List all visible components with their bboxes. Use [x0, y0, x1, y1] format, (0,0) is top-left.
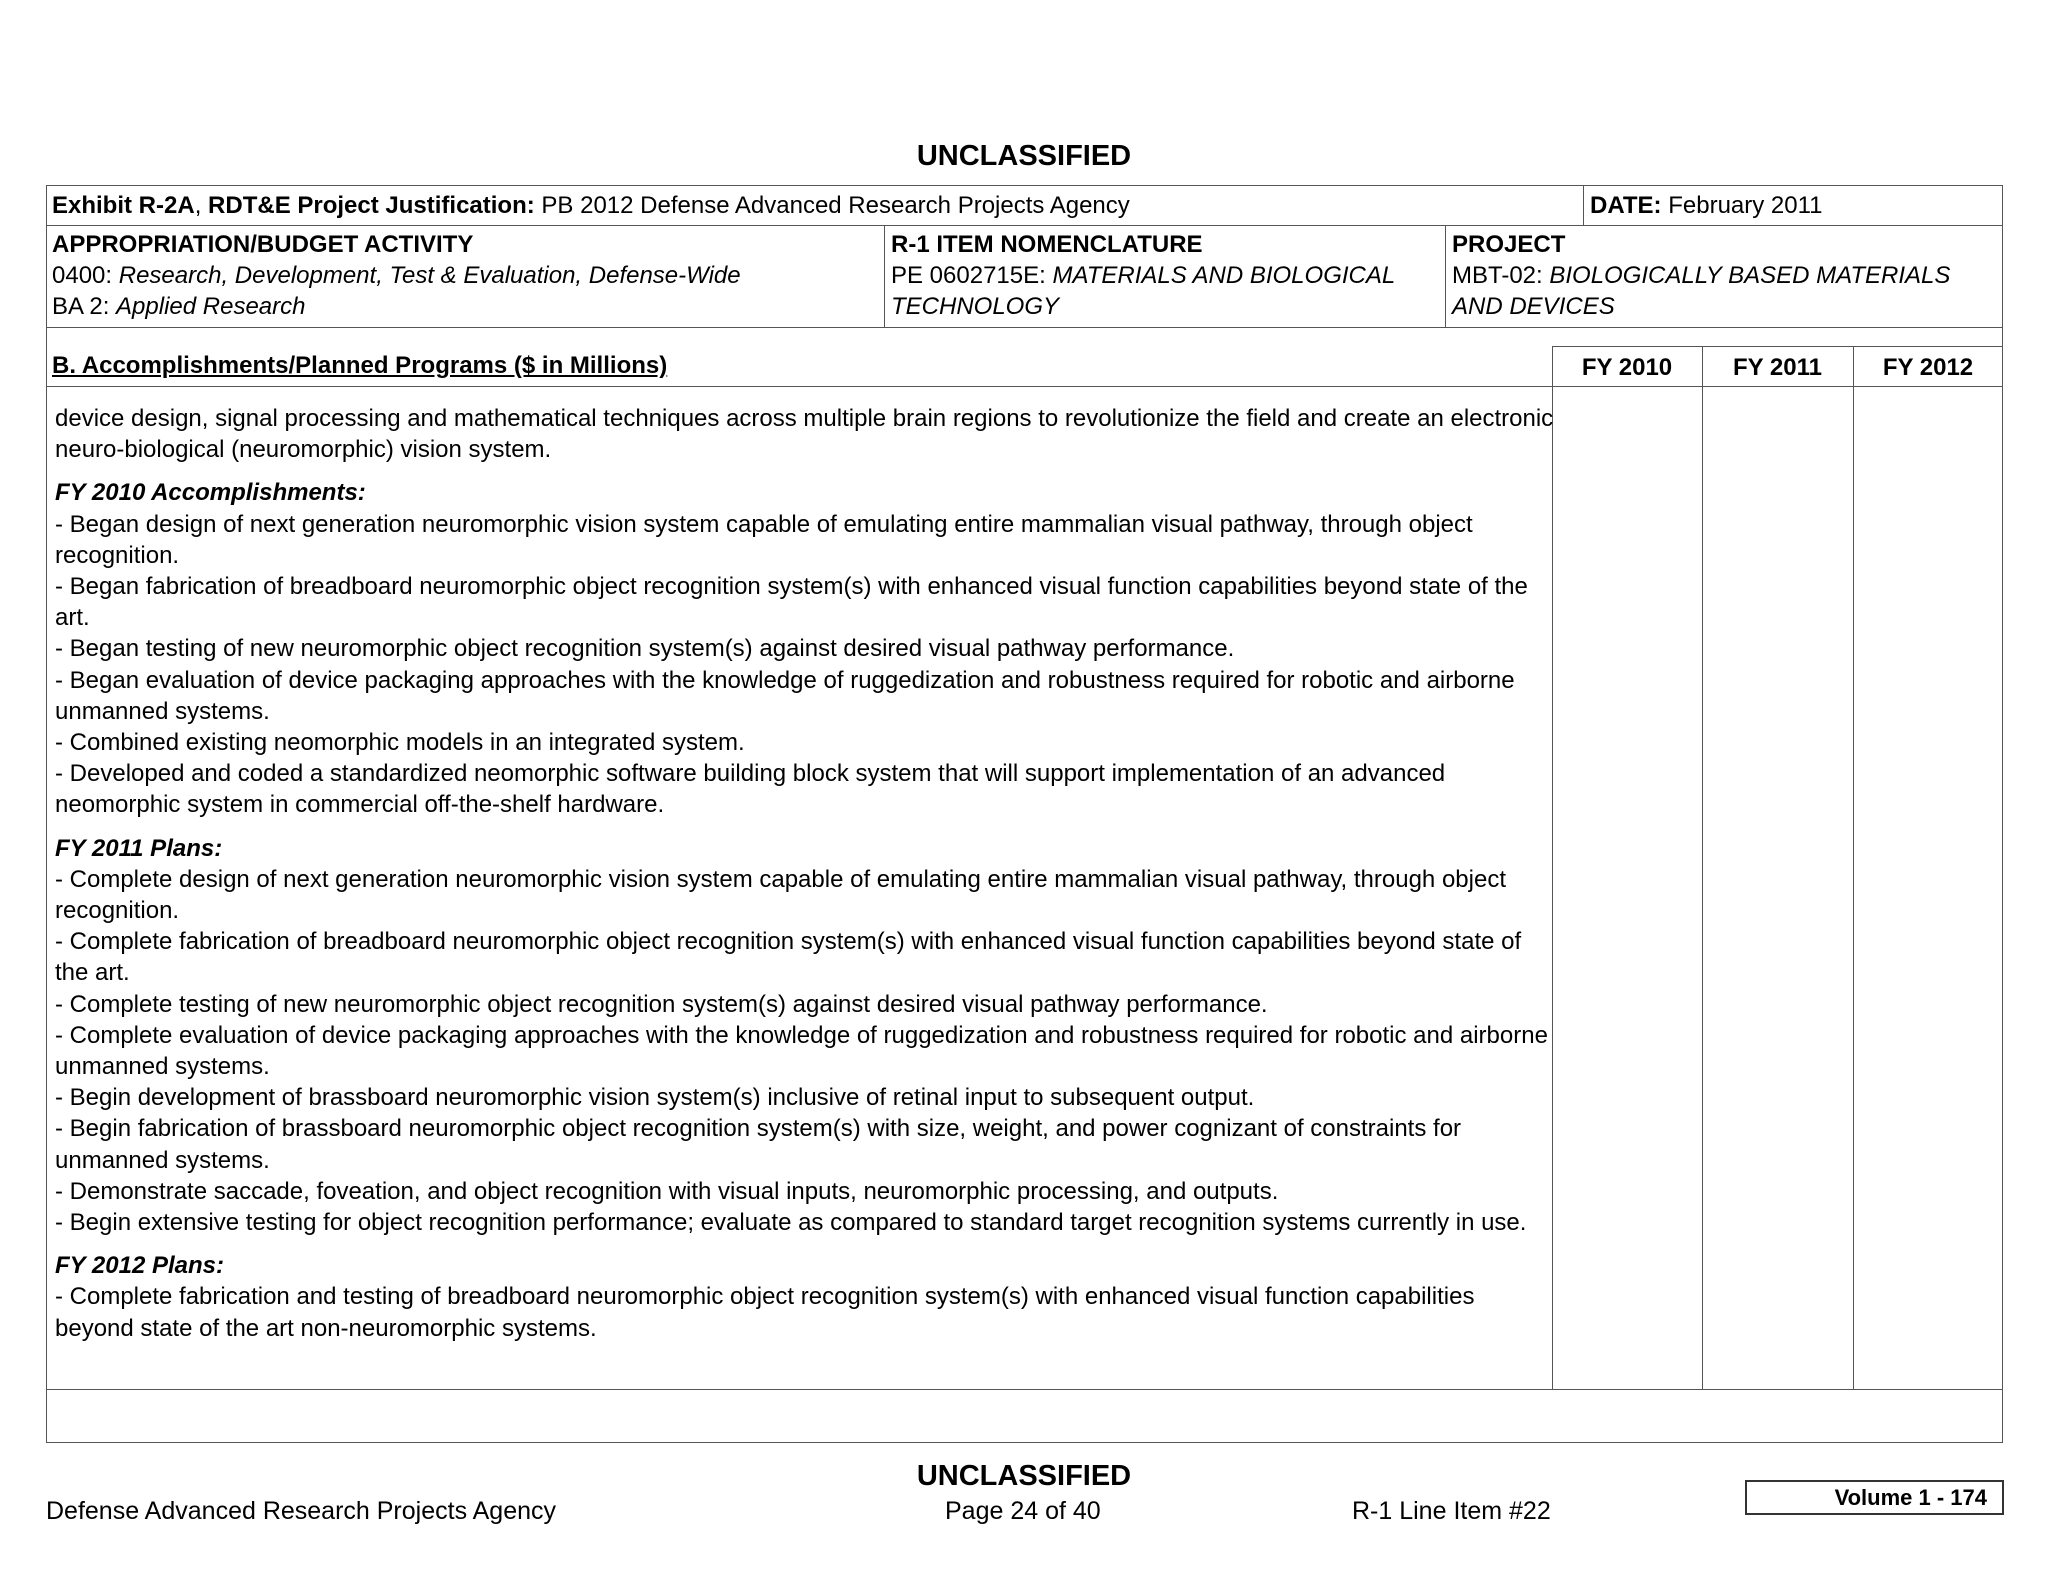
r1-item-code: PE 0602715E:: [891, 262, 1053, 289]
project-text: BIOLOGICALLY BASED MATERIALS: [1549, 262, 1951, 289]
footer-line-item: R-1 Line Item #22: [1352, 1497, 1551, 1525]
date-label: DATE:: [1590, 192, 1662, 219]
accomplishments-body: [55, 403, 1555, 1344]
appropriation-code: 0400:: [52, 262, 119, 289]
divider: [1445, 225, 1446, 327]
section-title: B. Accomplishments/Planned Programs ($ in Millions): [52, 352, 668, 379]
list-item: - Begin extensive testing for object recognition performance; evaluate as compared to standard target recognition systems currently in use.: [55, 1209, 1527, 1237]
list-item: - Begin fabrication of brassboard neuromorphic object recognition system(s) with size, weight, and power cognizant of constraints for unmanned systems.: [55, 1115, 1462, 1174]
appropriation-text: Research, Development, Test & Evaluation, Defense-Wide: [118, 262, 741, 289]
column-header-fy2010: FY 2010: [1581, 354, 1673, 381]
justification-value: PB 2012 Defense Advanced Research Projects Agency: [534, 192, 1130, 219]
divider: [1552, 346, 2003, 347]
intro-paragraph: device design, signal processing and mathematical techniques across multiple brain regions to revolutionize the field and create an electronic neuro-biological (neuromorphic) vision system.: [55, 405, 1554, 464]
classification-top: UNCLASSIFIED: [916, 140, 1132, 172]
r1-item-label: R-1 ITEM NOMENCLATURE: [891, 231, 1203, 258]
r1-item-text: MATERIALS AND BIOLOGICAL: [1052, 262, 1396, 289]
list-item: - Begin development of brassboard neuromorphic vision system(s) inclusive of retinal input to subsequent output.: [55, 1084, 1255, 1112]
list-item: - Complete design of next generation neuromorphic vision system capable of emulating entire mammalian visual pathway, through object recognition.: [55, 865, 1506, 925]
project-code: MBT-02:: [1452, 262, 1550, 289]
divider: [1583, 185, 1584, 225]
list-item: - Complete fabrication of breadboard neuromorphic object recognition system(s) with enhanced visual function capabilities beyond state of the art.: [55, 928, 1522, 987]
volume-badge: Volume 1 - 174: [1745, 1480, 2004, 1515]
list-item: - Combined existing neomorphic models in an integrated system.: [55, 729, 745, 757]
exhibit-title: [52, 190, 1130, 221]
classification-bottom: UNCLASSIFIED: [916, 1460, 1132, 1492]
exhibit-label: Exhibit R-2A: [52, 192, 195, 219]
appropriation-line-1: [52, 260, 741, 291]
divider: [1702, 346, 1703, 1389]
divider: [46, 327, 2003, 328]
project-line-2: AND DEVICES: [1452, 293, 1615, 320]
list-item: - Began evaluation of device packaging approaches with the knowledge of ruggedization and robustness required for robotic and airborne unmanned systems.: [55, 666, 1515, 725]
project-line-1: [1452, 260, 1950, 291]
date-field: [1590, 190, 1823, 221]
list-item: - Complete fabrication and testing of breadboard neuromorphic object recognition system(s) with enhanced visual function capabilities beyond state of the art non-neuromorphic systems.: [55, 1283, 1475, 1342]
list-item: - Began fabrication of breadboard neuromorphic object recognition system(s) with enhanced visual function capabilities beyond state of the art.: [55, 573, 1528, 632]
fy2011-heading: FY 2011 Plans:: [55, 834, 223, 862]
fy2010-heading: FY 2010 Accomplishments:: [55, 479, 366, 507]
divider: [884, 225, 885, 327]
fy2012-heading: FY 2012 Plans:: [55, 1252, 224, 1280]
list-item: - Complete evaluation of device packaging approaches with the knowledge of ruggedization and robustness required for robotic and airborne unmanned systems.: [55, 1021, 1548, 1081]
list-item: - Developed and coded a standardized neomorphic software building block system that will support implementation of an advanced neomorphic system in commercial off-the-shelf hardware.: [55, 760, 1446, 819]
date-value: February 2011: [1661, 192, 1823, 219]
r1-item-line-1: [891, 260, 1395, 291]
exhibit-separator: ,: [194, 192, 209, 219]
divider: [46, 1389, 2003, 1390]
footer-page-number: Page 24 of 40: [945, 1497, 1101, 1525]
list-item: - Began design of next generation neuromorphic vision system capable of emulating entire mammalian visual pathway, through object recognition.: [55, 510, 1473, 569]
column-header-fy2011: FY 2011: [1733, 354, 1822, 381]
justification-label: RDT&E Project Justification:: [208, 192, 535, 219]
list-item: - Demonstrate saccade, foveation, and object recognition with visual inputs, neuromorphic processing, and outputs.: [55, 1177, 1279, 1205]
list-item: - Complete testing of new neuromorphic object recognition system(s) against desired visual pathway performance.: [55, 990, 1268, 1018]
column-header-fy2012: FY 2012: [1882, 354, 1974, 381]
divider: [1853, 346, 1854, 1389]
appropriation-line-2: [52, 291, 306, 322]
divider: [46, 225, 2003, 226]
budget-activity-text: Applied Research: [116, 293, 306, 320]
footer-agency: Defense Advanced Research Projects Agency: [46, 1497, 557, 1525]
appropriation-label: APPROPRIATION/BUDGET ACTIVITY: [52, 231, 474, 258]
list-item: - Began testing of new neuromorphic object recognition system(s) against desired visual pathway performance.: [55, 635, 1235, 663]
budget-activity-code: BA 2:: [52, 293, 117, 320]
project-label: PROJECT: [1452, 231, 1566, 258]
r1-item-line-2: TECHNOLOGY: [891, 293, 1060, 320]
